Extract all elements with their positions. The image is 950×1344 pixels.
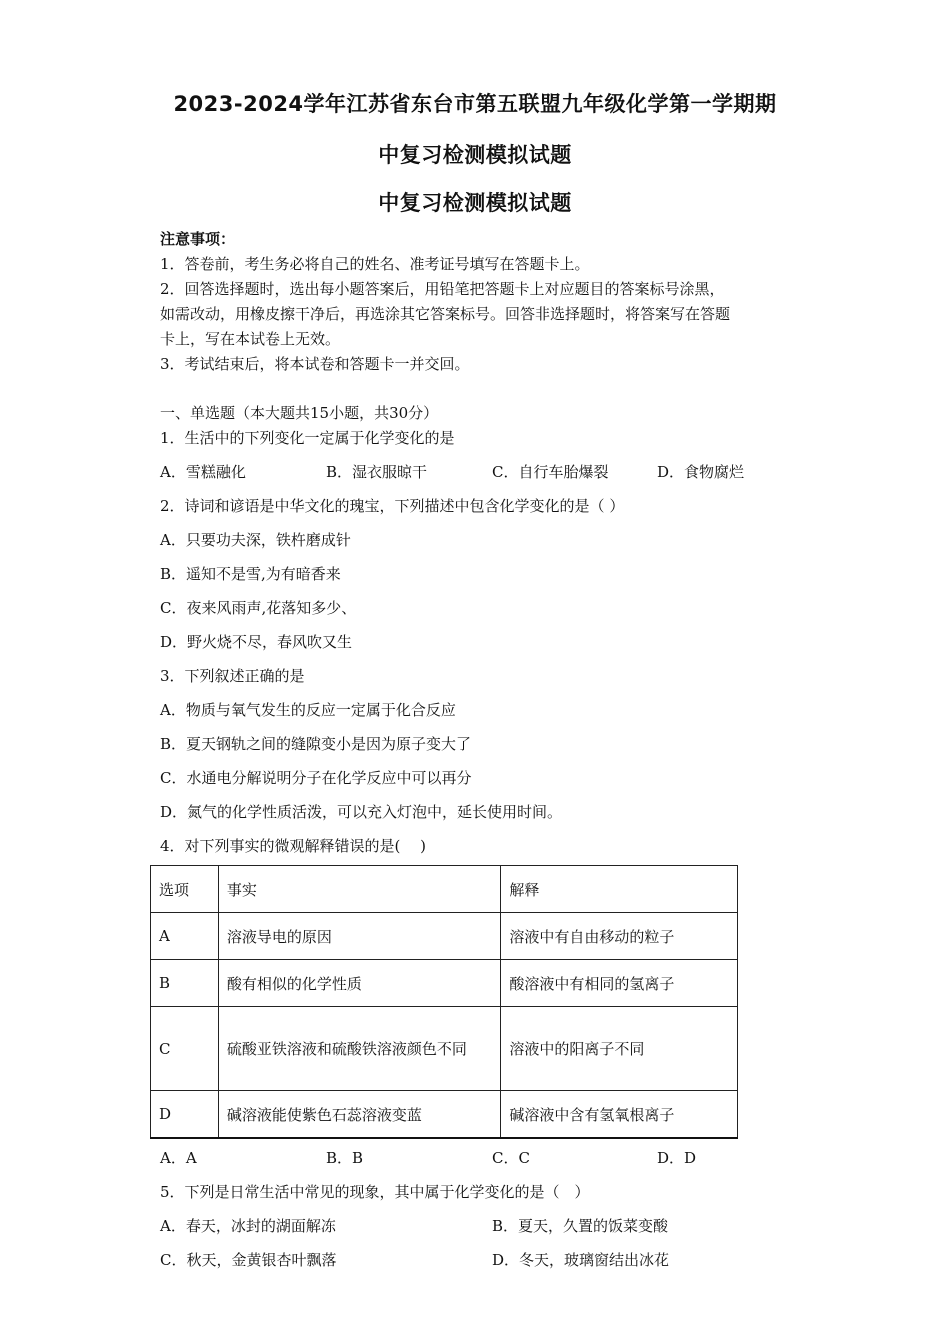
table-cell-explanation: 溶液中有自由移动的粒子: [501, 913, 738, 960]
q5-stem: 5．下列是日常生活中常见的现象，其中属于化学变化的是（ ）: [160, 1183, 590, 1201]
q4-option-c: C．C: [492, 1149, 530, 1167]
notice-item-3: 3．考试结束后，将本试卷和答题卡一并交回。: [160, 355, 470, 373]
notice-item-2-end: 卡上，写在本试卷上无效。: [160, 330, 341, 348]
notice-item-2-cont: 如需改动，用橡皮擦干净后，再选涂其它答案标号。回答非选择题时，将答案写在答题: [160, 305, 731, 323]
table-row: [151, 1007, 738, 1091]
table-cell-fact: 溶液导电的原因: [218, 913, 500, 960]
exam-title-line-3: 中复习检测模拟试题: [378, 191, 572, 215]
notice-item-2: 2．回答选择题时，选出每小题答案后，用铅笔把答题卡上对应题目的答案标号涂黑，: [160, 280, 725, 298]
q3-option-d: D．氮气的化学性质活泼，可以充入灯泡中，延长使用时间。: [160, 803, 563, 821]
q5-option-c: C．秋天，金黄银杏叶飘落: [160, 1251, 337, 1269]
q3-stem: 3．下列叙述正确的是: [160, 667, 305, 685]
section-heading: 一、单选题（本大题共15小题，共30分）: [160, 404, 439, 422]
q1-option-d: D．食物腐烂: [657, 463, 745, 481]
q5-option-d: D．冬天，玻璃窗结出冰花: [492, 1251, 670, 1269]
q3-option-c: C．水通电分解说明分子在化学反应中可以再分: [160, 769, 472, 787]
q3-option-a: A．物质与氧气发生的反应一定属于化合反应: [160, 701, 456, 719]
table-cell-explanation: 酸溶液中有相同的氢离子: [501, 960, 738, 1007]
table-cell-option: D: [151, 1091, 219, 1139]
table-cell-option: C: [151, 1007, 219, 1091]
q1-stem: 1．生活中的下列变化一定属于化学变化的是: [160, 429, 455, 447]
table-row: [151, 913, 738, 960]
q1-option-b: B．湿衣服晾干: [326, 463, 428, 481]
q4-option-a: A．A: [160, 1149, 197, 1167]
q1-option-c: C．自行车胎爆裂: [492, 463, 609, 481]
exam-title-line-2: 中复习检测模拟试题: [378, 143, 572, 167]
notice-item-1: 1．答卷前，考生务必将自己的姓名、准考证号填写在答题卡上。: [160, 255, 590, 273]
q2-option-c: C．夜来风雨声,花落知多少、: [160, 599, 357, 617]
notice-heading: 注意事项：: [160, 230, 236, 248]
table-header-explanation: 解释: [501, 866, 738, 913]
table-cell-option: B: [151, 960, 219, 1007]
table-cell-fact: 碱溶液能使紫色石蕊溶液变蓝: [218, 1091, 500, 1139]
table-header-row: [151, 866, 738, 913]
q2-option-d: D．野火烧不尽，春风吹又生: [160, 633, 353, 651]
q2-option-a: A．只要功夫深，铁杵磨成针: [160, 531, 351, 549]
table-cell-fact: 酸有相似的化学性质: [218, 960, 500, 1007]
table-header-option: 选项: [151, 866, 219, 913]
table-cell-fact: 硫酸亚铁溶液和硫酸铁溶液颜色不同: [218, 1007, 500, 1091]
table-cell-option: A: [151, 913, 219, 960]
q2-stem: 2．诗词和谚语是中华文化的瑰宝，下列描述中包含化学变化的是（ ）: [160, 497, 625, 515]
q2-option-b: B．遥知不是雪,为有暗香来: [160, 565, 341, 583]
table-header-fact: 事实: [218, 866, 500, 913]
q3-option-b: B．夏天钢轨之间的缝隙变小是因为原子变大了: [160, 735, 472, 753]
q4-stem: 4．对下列事实的微观解释错误的是( ): [160, 837, 427, 855]
q4-table: [150, 865, 738, 1139]
exam-title-line-1: 2023-2024学年江苏省东台市第五联盟九年级化学第一学期期: [173, 92, 777, 116]
q4-option-d: D．D: [657, 1149, 697, 1167]
table-row: [151, 960, 738, 1007]
q5-option-a: A．春天，冰封的湖面解冻: [160, 1217, 336, 1235]
q4-option-b: B．B: [326, 1149, 364, 1167]
q5-option-b: B．夏天，久置的饭菜变酸: [492, 1217, 669, 1235]
table-cell-explanation: 溶液中的阳离子不同: [501, 1007, 738, 1091]
table-cell-explanation: 碱溶液中含有氢氧根离子: [501, 1091, 738, 1139]
table-row: [151, 1091, 738, 1139]
q1-option-a: A．雪糕融化: [160, 463, 246, 481]
